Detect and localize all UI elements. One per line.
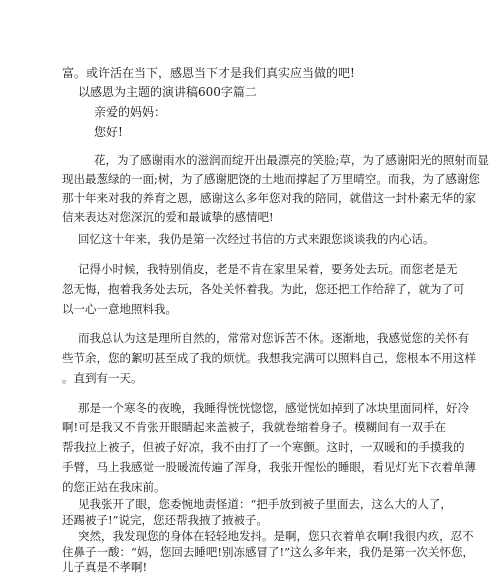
text-line: 信来表达对您深沉的爱和最诚挚的感情吧! xyxy=(62,210,274,224)
text-line: 见我张开了眼，您委惋地责怪道：“把手放到被子里面去，这么大的人了， xyxy=(78,497,452,511)
text-line: 那十年来对我的养育之恩，感谢这么多年您对我的陪同，就借这一封朴素无华的家 xyxy=(62,191,476,205)
text-line: 的您正站在我床前。 xyxy=(62,480,166,494)
text-line: 些节余，您的絮叨甚至成了我的烦忧。我想我完满可以照料自己，您根本不用这样 xyxy=(62,351,476,365)
text-line: 帮我拉上被子，但被子好凉，我不由打了一个寒颤。这时，一双暖和的手摸我的 xyxy=(62,440,465,454)
text-line: 啊!可是我又不肯张开眼睛起来盖被子，我就卷缩着身子。模糊间有一双手在 xyxy=(62,420,447,434)
text-line: 。直到有一天。 xyxy=(62,371,143,385)
greeting: 您好! xyxy=(94,125,123,139)
salutation: 亲爱的妈妈： xyxy=(94,105,167,119)
text-line: 花，为了感谢雨水的滋润而绽开出最漂亮的笑脸;草，为了感谢阳光的照射而显 xyxy=(94,153,489,167)
text-line: 以一心一意地照料我。 xyxy=(62,302,177,316)
text-line: 而我总认为这是理所自然的，常常对您诉苦不休。逐渐地，我感觉您的关怀有 xyxy=(78,331,469,345)
text-line: 儿子真是不孝啊! xyxy=(62,560,148,574)
text-line: 忽无悔，抱着我务处去玩，各处关怀着我。为此，您还把工作给辞了，就为了可 xyxy=(62,282,465,296)
section-title: 以感恩为主题的演讲稿600字篇二 xyxy=(78,85,257,99)
text-line: 手臂，马上我感觉一股暖流传遍了浑身，我张开惺忪的睡眼，看见灯光下衣着单薄 xyxy=(62,460,476,474)
text-line: 住鼻子一酸：“妈，您回去睡吧!别冻感冒了!”这么多年来，我仍是第一次关怀您， xyxy=(62,545,474,559)
text-line: 那是一个寒冬的夜晚，我睡得恍恍惚惚，感觉恍如掉到了冰块里面同样，好冷 xyxy=(78,401,469,415)
text-line: 还踢被子!”说完，您还帮我掖了掖被子。 xyxy=(62,513,268,527)
text-line: 回忆这十年来，我仍是第一次经过书信的方式来跟您谈谈我的内心话。 xyxy=(78,232,435,246)
text-line: 记得小时候，我特别俏皮，老是不肯在家里呆着，要务处去玩。而您老是无 xyxy=(78,262,458,276)
text-line: 富。或许活在当下，感恩当下才是我们真实应当做的吧! xyxy=(62,66,355,80)
text-line: 现出最葱绿的一面;树，为了感谢肥饶的土地而撑起了万里晴空。而我，为了感谢您 xyxy=(62,172,480,186)
text-line: 突然，我发现您的身体在轻轻地发抖。是啊，您只衣着单衣啊!我很内疚，忍不 xyxy=(78,529,474,543)
